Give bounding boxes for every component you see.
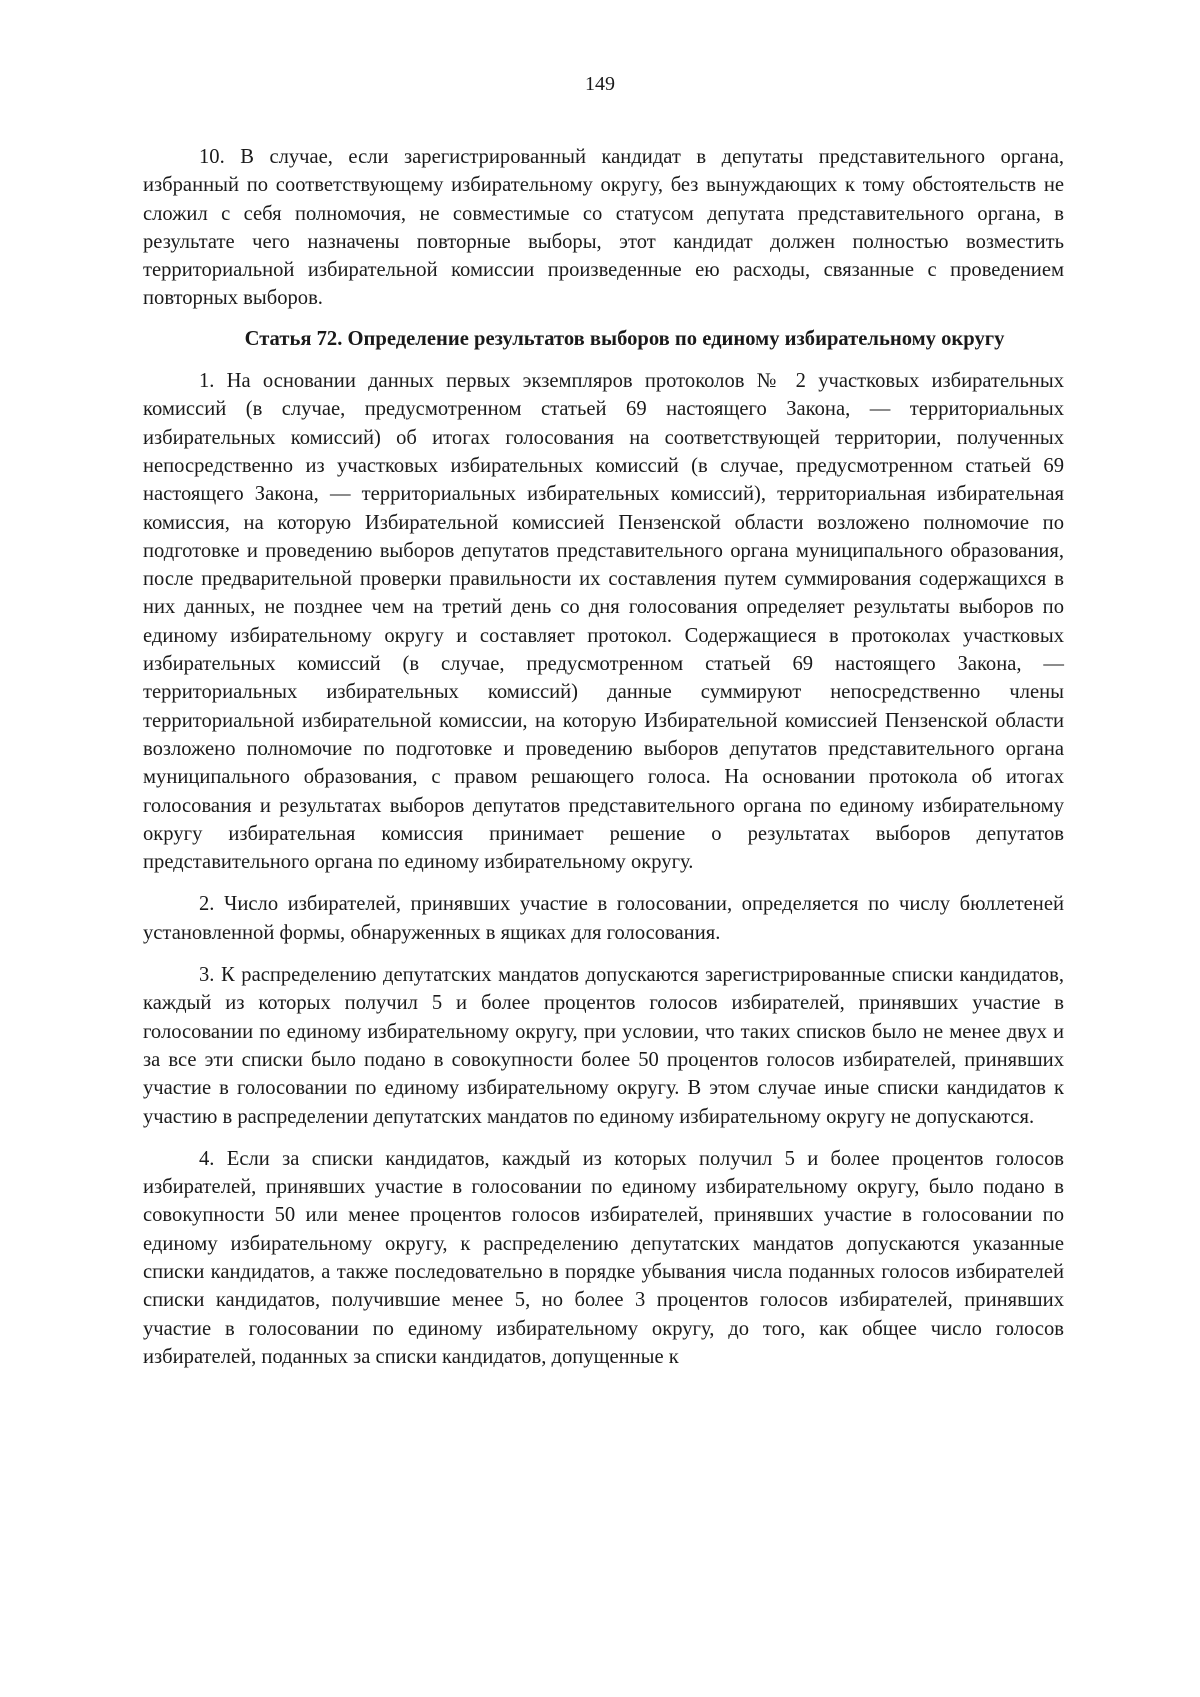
paragraph-4: 4. Если за списки кандидатов, каждый из которых получил 5 и более процентов голосов избирателей, принявших участие в голосовании по единому избирательному округу, было подано в совокупности 50 или менее процентов голосов избирателей, принявших участие в голосовании по единому избирательному округу, к распределению депутатских мандатов допускаются указанные списки кандидатов, а также последовательно в порядке убывания числа поданных голосов избирателей списки кандидатов, получившие менее 5, но более 3 процентов голосов избирателей, принявших участие в голосовании по единому избирательному округу, до того, как общее число голосов избирателей, поданных за списки кандидатов, допущенные к [143,1147,1064,1368]
article-heading: Статья 72. Определение результатов выборов по единому избирательному округу [244,327,1005,350]
document-body [143,143,1064,1371]
paragraph-2: 2. Число избирателей, принявших участие в голосовании, определяется по числу бюллетеней установленной формы, обнаруженных в ящиках для голосования. [143,893,1064,944]
paragraph-10: 10. В случае, если зарегистрированный кандидат в депутаты представительного органа, избранный по соответствующему избирательному округу, без вынуждающих к тому обстоятельств не сложил с себя полномочия, не совместимые со статусом депутата представительного органа, в результате чего назначены повторные выборы, этот кандидат должен полностью возместить территориальной избирательной комиссии произведенные ею расходы, связанные с проведением повторных выборов. [143,146,1064,310]
paragraph-3: 3. К распределению депутатских мандатов допускаются зарегистрированные списки кандидатов, каждый из которых получил 5 и более процентов голосов избирателей, принявших участие в голосовании по единому избирательному округу, при условии, что таких списков было не менее двух и за все эти списки было подано в совокупности более 50 процентов голосов избирателей, принявших участие в голосовании по единому избирательному округу. В этом случае иные списки кандидатов к участию в распределении депутатских мандатов по единому избирательному округу не допускаются. [143,964,1064,1128]
paragraph-1: 1. На основании данных первых экземпляров протоколов № 2 участковых избирательных комиссий (в случае, предусмотренном статьей 69 настоящего Закона, — территориальных избирательных комиссий) об итогах голосования на соответствующей территории, полученных непосредственно из участковых избирательных комиссий (в случае, предусмотренном статьей 69 настоящего Закона, — территориальных избирательных комиссий), территориальная избирательная комиссия, на которую Избирательной комиссией Пензенской области возложено полномочие по подготовке и проведению выборов депутатов представительного органа муниципального образования, после предварительной проверки правильности их составления путем суммирования содержащихся в них данных, не позднее чем на третий день со дня голосования определяет результаты выборов по единому избирательному округу и составляет протокол. Содержащиеся в протоколах участковых избирательных комиссий (в случае, предусмотренном статьей 69 настоящего Закона, — территориальных избирательных комиссий) данные суммируют непосредственно члены территориальной избирательной комиссии, на которую Избирательной комиссией Пензенской области возложено полномочие по подготовке и проведению выборов депутатов представительного органа муниципального образования, с правом решающего голоса. На основании протокола об итогах голосования и результатах выборов депутатов представительного органа по единому избирательному округу избирательная комиссия принимает решение о результатах выборов депутатов представительного органа по единому избирательному округу. [143,370,1064,874]
page-number: 149 [585,73,615,95]
